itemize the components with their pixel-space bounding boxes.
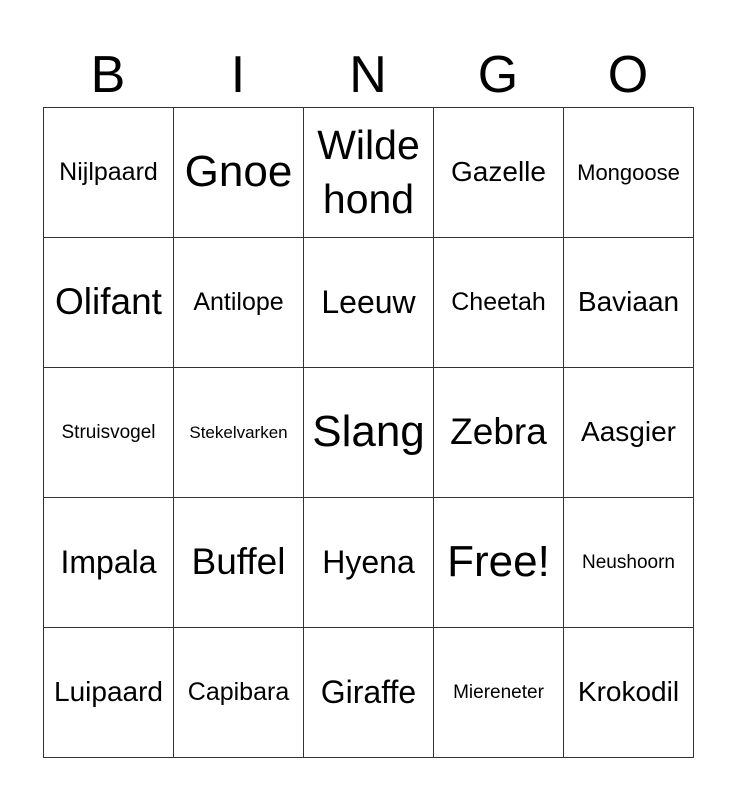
bingo-cell[interactable]: Leeuw (304, 238, 434, 368)
header-letter-g: G (477, 46, 519, 104)
bingo-cell[interactable]: Hyena (304, 498, 434, 628)
header-letter-i: I (230, 46, 246, 104)
header-letter-o: O (607, 46, 649, 104)
header-letter-n: N (349, 46, 387, 104)
bingo-cell[interactable]: Miereneter (434, 628, 564, 758)
bingo-cell[interactable]: Baviaan (564, 238, 694, 368)
bingo-header (43, 44, 693, 106)
bingo-cell[interactable]: Capibara (174, 628, 304, 758)
bingo-cell[interactable]: Nijlpaard (44, 108, 174, 238)
bingo-cell[interactable]: Buffel (174, 498, 304, 628)
bingo-cell[interactable]: Slang (304, 368, 434, 498)
bingo-cell[interactable]: Cheetah (434, 238, 564, 368)
bingo-cell[interactable]: Neushoorn (564, 498, 694, 628)
bingo-cell[interactable]: Impala (44, 498, 174, 628)
bingo-cell[interactable]: Luipaard (44, 628, 174, 758)
bingo-cell[interactable]: Stekelvarken (174, 368, 304, 498)
bingo-cell[interactable]: Giraffe (304, 628, 434, 758)
bingo-cell[interactable]: Gazelle (434, 108, 564, 238)
bingo-cell[interactable]: Aasgier (564, 368, 694, 498)
bingo-grid (43, 107, 694, 758)
bingo-cell[interactable]: Zebra (434, 368, 564, 498)
free-space-cell[interactable]: Free! (434, 498, 564, 628)
bingo-cell[interactable]: Gnoe (174, 108, 304, 238)
bingo-cell[interactable]: Mongoose (564, 108, 694, 238)
bingo-cell[interactable]: Struisvogel (44, 368, 174, 498)
header-letter-b: B (90, 46, 126, 104)
bingo-cell[interactable]: Krokodil (564, 628, 694, 758)
bingo-cell[interactable]: Antilope (174, 238, 304, 368)
bingo-cell[interactable]: Wilde hond (304, 108, 434, 238)
bingo-cell[interactable]: Olifant (44, 238, 174, 368)
